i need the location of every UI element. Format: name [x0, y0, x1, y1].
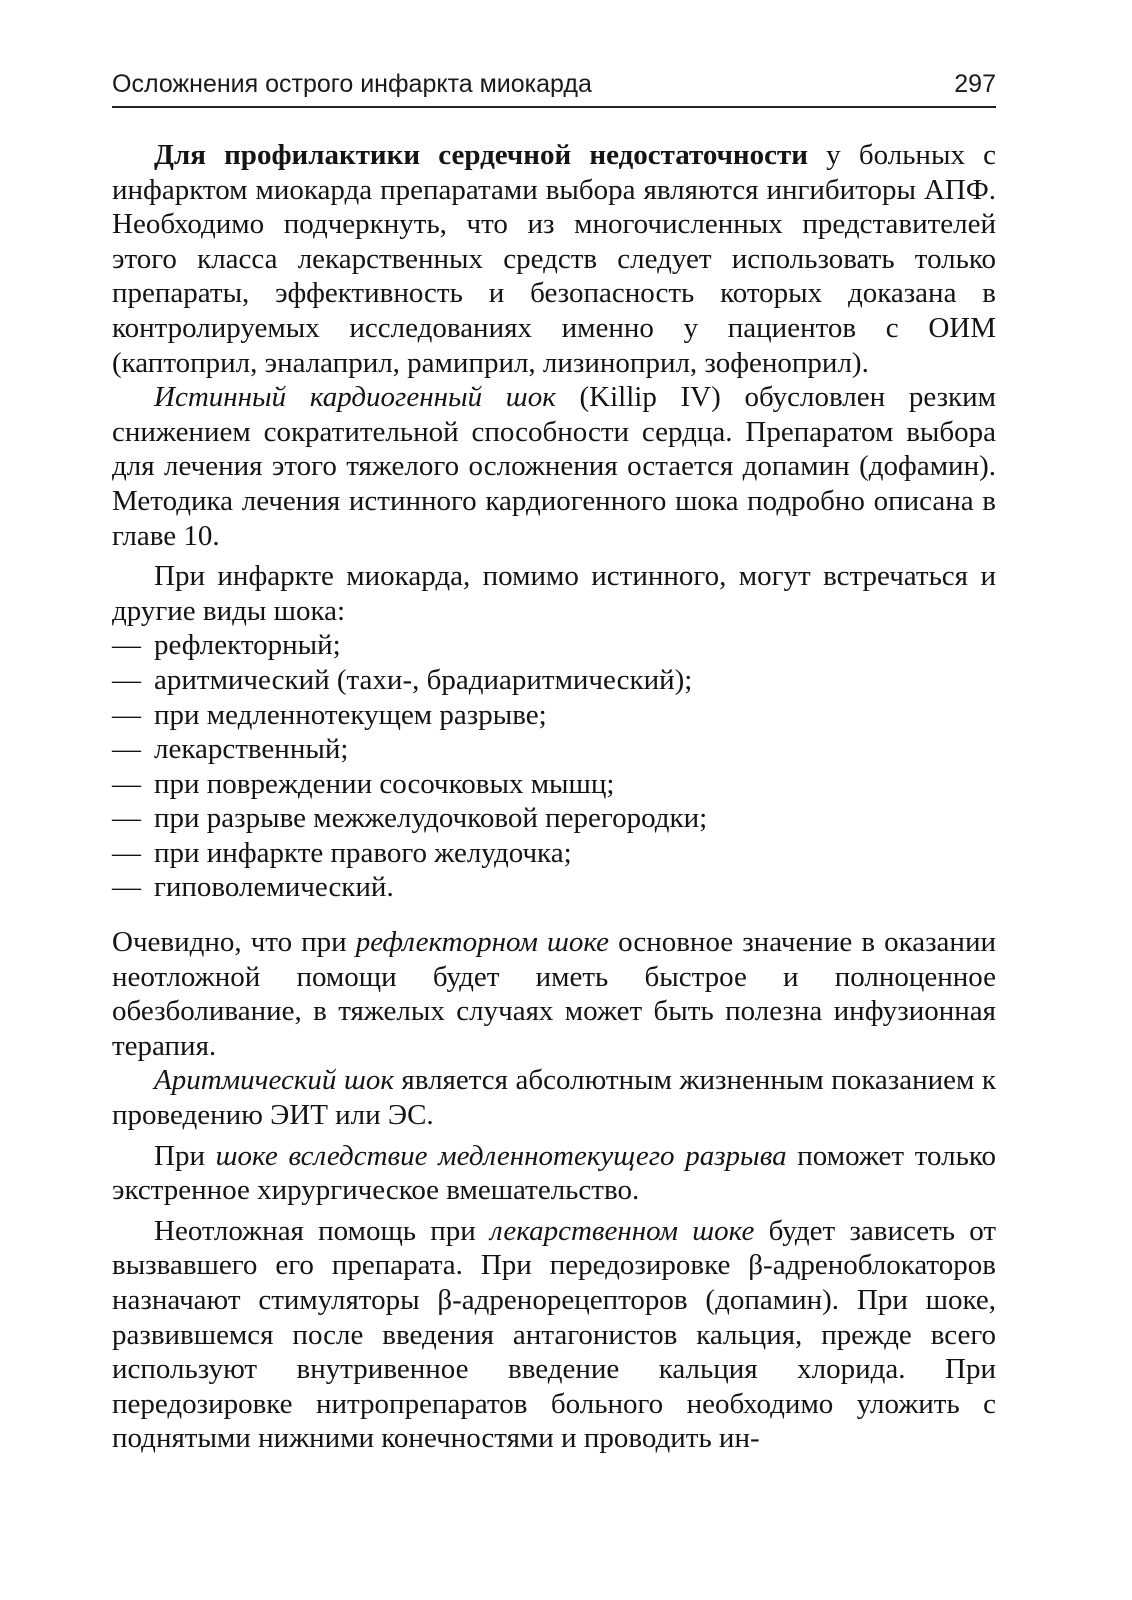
list-dash: —: [112, 802, 141, 835]
chapter-title: Осложнения острого инфаркта миокарда: [112, 70, 592, 98]
list-dash: —: [112, 733, 141, 766]
paragraph-text: у больных с инфарктом миокарда препаратами выбора являются ингибиторы АПФ. Необходимо подчеркнуть, что из многочисленных представителей этого класса лекарственных средств следует использовать только препараты, эффективность и безопасность которых доказана в контролируемых исследованиях именно у пациентов с ОИМ (каптоприл, эналаприл, рамиприл, лизиноприл, зофеноприл).: [112, 139, 997, 379]
list-dash: —: [112, 767, 141, 800]
list-dash: —: [112, 629, 141, 662]
running-header: [112, 62, 996, 108]
italic-term: лекарственном шоке: [490, 1214, 755, 1247]
paragraph-text: (Killip IV) обусловлен резким снижением сократительной способности сердца. Препаратом выбора для лечения этого тяжелого осложнения остается допамин (дофамин). Методика лечения истинного кардиогенного шока подробно описана в главе 10.: [112, 381, 996, 552]
italic-term: Истинный кардиогенный шок: [154, 381, 556, 414]
paragraph-text: является абсолютным жизненным показанием к проведению ЭИТ или ЭС.: [112, 1064, 996, 1132]
list-item: [112, 628, 996, 663]
list-item-text: при инфаркте правого желудочка;: [154, 836, 572, 869]
paragraph-text: Очевидно, что при: [112, 926, 356, 959]
list-item-text: при повреждении сосочковых мышц;: [154, 767, 615, 800]
page-body: [112, 138, 996, 1456]
paragraph-text: При: [154, 1139, 216, 1172]
list-dash: —: [112, 663, 141, 696]
list-item-text: гиповолемический.: [154, 871, 394, 904]
list-item: [112, 836, 996, 871]
list-item: [112, 663, 996, 698]
list-item-text: при медленнотекущем разрыве;: [154, 698, 547, 731]
italic-term: Аритмический шок: [154, 1064, 394, 1097]
paragraph-reflex-shock: [112, 925, 996, 1063]
list-item-text: аритмический (тахи-, брадиаритмический);: [154, 663, 693, 696]
bold-term: Для профилактики сердечной недостаточности: [154, 139, 808, 171]
list-item: [112, 767, 996, 802]
paragraph-drug-shock: [112, 1214, 996, 1456]
list-item-text: при разрыве межжелудочковой перегородки;: [154, 802, 708, 835]
italic-term: шоке вследствие медленнотекущего разрыва: [215, 1139, 787, 1172]
list-item: [112, 870, 996, 905]
page-number: 297: [954, 70, 996, 98]
paragraph-text: основное значение в оказании неотложной помощи будет иметь быстрое и полноценное обезболивание, в тяжелых случаях может быть полезна инфузионная терапия.: [112, 926, 996, 1062]
list-dash: —: [112, 698, 141, 731]
list-dash: —: [112, 836, 141, 869]
paragraph-cardiogenic-shock: [112, 380, 996, 553]
paragraph-shock-types-intro: При инфаркте миокарда, помимо истинного, могут встречаться и другие виды шока:: [112, 560, 996, 627]
italic-term: рефлекторном шоке: [355, 926, 610, 959]
list-item: [112, 732, 996, 767]
paragraph-heart-failure-prevention: [112, 138, 996, 380]
list-item: [112, 698, 996, 733]
list-item: [112, 801, 996, 836]
paragraph-text: будет зависеть от вызвавшего его препарата. При передозировке β-адреноблокаторов назначают стимуляторы β-адренорецепторов (допамин). При шоке, развившемся после введения антагонистов кальция, прежде всего используют внутривенное введение кальция хлорида. При передозировке нитропрепаратов больного необходимо уложить с поднятыми нижними конечностями и проводить ин-: [112, 1214, 997, 1455]
paragraph-rupture-shock: [112, 1139, 996, 1208]
list-item-text: лекарственный;: [154, 733, 349, 766]
paragraph-text: поможет только экстренное хирургическое вмешательство.: [112, 1139, 996, 1207]
paragraph-text: Неотложная помощь при: [154, 1214, 490, 1247]
paragraph-arrhythmic-shock: [112, 1063, 996, 1132]
list-dash: —: [112, 871, 141, 904]
shock-types-list: [112, 628, 996, 905]
list-item-text: рефлекторный;: [154, 629, 341, 662]
